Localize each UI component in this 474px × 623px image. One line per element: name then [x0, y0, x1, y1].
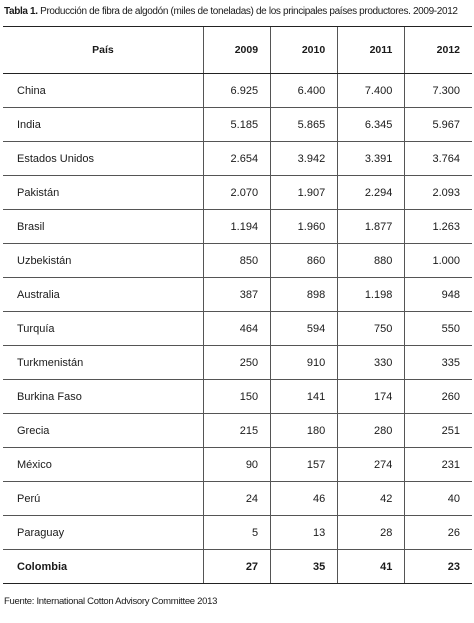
country-cell: Australia	[3, 278, 203, 312]
header-row	[3, 27, 472, 74]
table-row	[3, 482, 472, 516]
table-row	[3, 414, 472, 448]
value-cell: 90	[203, 448, 270, 482]
value-cell: 1.194	[203, 210, 270, 244]
value-cell: 3.942	[271, 142, 338, 176]
value-cell: 3.764	[405, 142, 472, 176]
value-cell: 898	[271, 278, 338, 312]
value-cell: 41	[338, 550, 405, 584]
table-row	[3, 108, 472, 142]
column-header-2009: 2009	[203, 27, 270, 74]
table-row	[3, 312, 472, 346]
country-cell: Paraguay	[3, 516, 203, 550]
column-header-2012: 2012	[405, 27, 472, 74]
country-cell: Brasil	[3, 210, 203, 244]
value-cell: 1.907	[271, 176, 338, 210]
value-cell: 750	[338, 312, 405, 346]
value-cell: 7.400	[338, 74, 405, 108]
source-note: Fuente: International Cotton Advisory Committee 2013	[4, 596, 218, 607]
value-cell: 174	[338, 380, 405, 414]
value-cell: 28	[338, 516, 405, 550]
value-cell: 6.345	[338, 108, 405, 142]
value-cell: 27	[203, 550, 270, 584]
value-cell: 387	[203, 278, 270, 312]
value-cell: 46	[271, 482, 338, 516]
value-cell: 2.070	[203, 176, 270, 210]
table-row	[3, 244, 472, 278]
column-header-country: País	[3, 27, 203, 74]
value-cell: 6.925	[203, 74, 270, 108]
value-cell: 5.967	[405, 108, 472, 142]
value-cell: 5.185	[203, 108, 270, 142]
value-cell: 5.865	[271, 108, 338, 142]
value-cell: 594	[271, 312, 338, 346]
country-cell: Grecia	[3, 414, 203, 448]
value-cell: 3.391	[338, 142, 405, 176]
value-cell: 1.000	[405, 244, 472, 278]
table-row	[3, 278, 472, 312]
value-cell: 1.877	[338, 210, 405, 244]
value-cell: 550	[405, 312, 472, 346]
value-cell: 231	[405, 448, 472, 482]
value-cell: 2.093	[405, 176, 472, 210]
table-row	[3, 550, 472, 584]
country-cell: Perú	[3, 482, 203, 516]
value-cell: 910	[271, 346, 338, 380]
country-cell: Turkmenistán	[3, 346, 203, 380]
country-cell: India	[3, 108, 203, 142]
value-cell: 180	[271, 414, 338, 448]
country-cell: Burkina Faso	[3, 380, 203, 414]
value-cell: 13	[271, 516, 338, 550]
value-cell: 141	[271, 380, 338, 414]
value-cell: 1.960	[271, 210, 338, 244]
table-row	[3, 74, 472, 108]
table-row	[3, 210, 472, 244]
table-row	[3, 176, 472, 210]
table-row	[3, 142, 472, 176]
value-cell: 274	[338, 448, 405, 482]
table-body	[3, 74, 472, 584]
column-header-2010: 2010	[271, 27, 338, 74]
value-cell: 860	[271, 244, 338, 278]
value-cell: 1.263	[405, 210, 472, 244]
value-cell: 35	[271, 550, 338, 584]
country-cell: Colombia	[3, 550, 203, 584]
value-cell: 215	[203, 414, 270, 448]
caption-text: Producción de fibra de algodón (miles de toneladas) de los principales países productores. 2009-2012	[37, 6, 458, 17]
production-table-container	[3, 26, 472, 584]
value-cell: 40	[405, 482, 472, 516]
value-cell: 330	[338, 346, 405, 380]
table-row	[3, 380, 472, 414]
caption-label: Tabla 1.	[4, 6, 38, 17]
value-cell: 250	[203, 346, 270, 380]
production-table	[3, 26, 472, 584]
table-row	[3, 346, 472, 380]
country-cell: Pakistán	[3, 176, 203, 210]
value-cell: 948	[405, 278, 472, 312]
value-cell: 150	[203, 380, 270, 414]
value-cell: 5	[203, 516, 270, 550]
value-cell: 7.300	[405, 74, 472, 108]
table-row	[3, 448, 472, 482]
value-cell: 23	[405, 550, 472, 584]
value-cell: 260	[405, 380, 472, 414]
value-cell: 42	[338, 482, 405, 516]
value-cell: 6.400	[271, 74, 338, 108]
table-caption	[4, 5, 470, 18]
country-cell: Uzbekistán	[3, 244, 203, 278]
value-cell: 280	[338, 414, 405, 448]
value-cell: 850	[203, 244, 270, 278]
country-cell: Estados Unidos	[3, 142, 203, 176]
column-header-2011: 2011	[338, 27, 405, 74]
value-cell: 2.294	[338, 176, 405, 210]
value-cell: 24	[203, 482, 270, 516]
country-cell: Turquía	[3, 312, 203, 346]
value-cell: 1.198	[338, 278, 405, 312]
value-cell: 335	[405, 346, 472, 380]
value-cell: 2.654	[203, 142, 270, 176]
value-cell: 880	[338, 244, 405, 278]
value-cell: 157	[271, 448, 338, 482]
value-cell: 464	[203, 312, 270, 346]
country-cell: México	[3, 448, 203, 482]
value-cell: 26	[405, 516, 472, 550]
country-cell: China	[3, 74, 203, 108]
value-cell: 251	[405, 414, 472, 448]
table-row	[3, 516, 472, 550]
